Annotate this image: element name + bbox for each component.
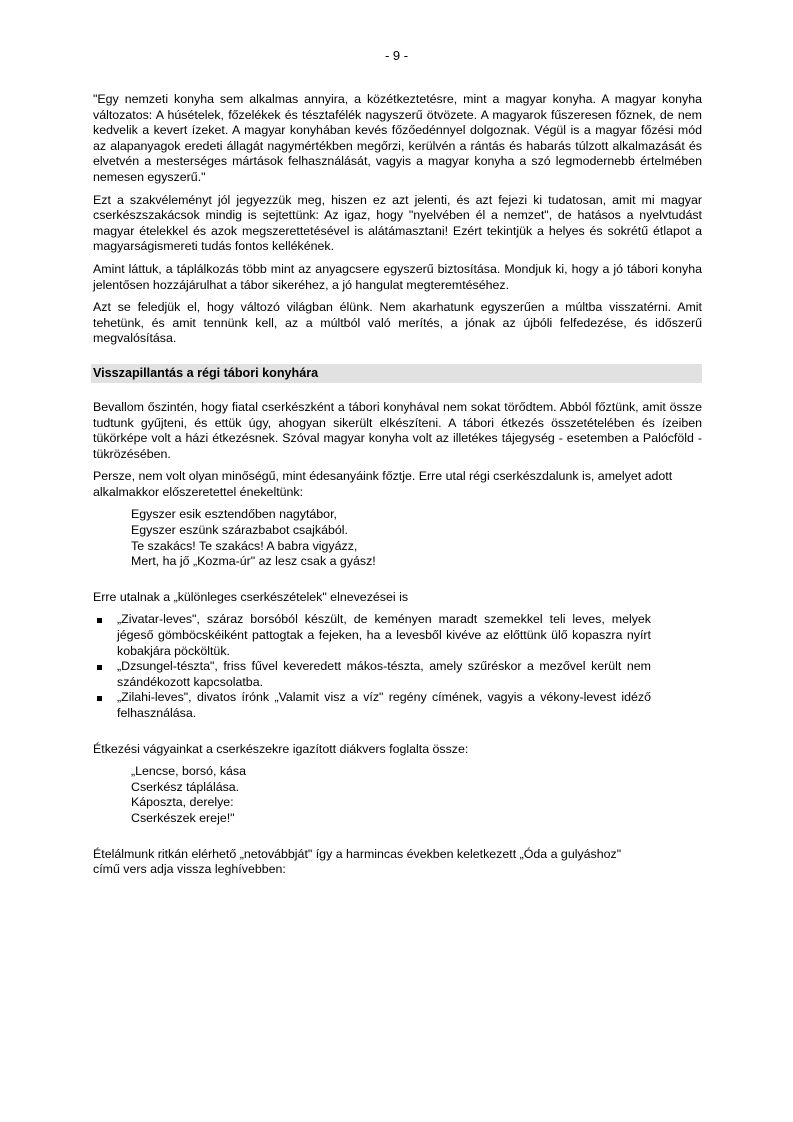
square-bullet-icon bbox=[97, 618, 102, 623]
body-paragraph: Amint láttuk, a táplálkozás több mint az anyagcsere egyszerű biztosítása. Mondjuk ki, hogy a jó tábori konyha jelentősen hozzájárulhat a tábor sikeréhez, a jó hangulat megteremtéséhez. bbox=[93, 261, 702, 292]
body-paragraph: Erre utalnak a „különleges cserkészételek" elnevezései is bbox=[93, 589, 409, 604]
body-paragraph: Ezt a szakvéleményt jól jegyezzük meg, hiszen ez azt jelenti, és azt fejezi ki tudatosan, amit mi magyar cserkészszakácsok mindig is sejtettünk: Az igaz, hogy "nyelvében él a nemzet", de hatásos a nyelvtudást magyar ételekkel és azok megszerettetésével is alátámasztani! Ezért tekintjük a helyes és sokrétű étlapot a magyarságismereti tudás fontos kellékének. bbox=[93, 192, 702, 254]
list-item bbox=[93, 690, 651, 721]
verse-line: Káposzta, derelye: bbox=[131, 795, 234, 810]
verse-line: Cserkész táplálása. bbox=[131, 779, 240, 794]
list-item bbox=[93, 612, 651, 659]
verse-line: Egyszer esik esztendőben nagytábor, bbox=[131, 507, 337, 522]
body-paragraph: Ételálmunk ritkán elérhető „netovábbját" így a harmincas években keletkezett „Óda a gulyáshoz" című vers adja vissza leghívebben: bbox=[93, 846, 622, 877]
verse-line: Egyszer eszünk szárazbabot csajkából. bbox=[131, 523, 348, 538]
verse-line: Cserkészek ereje!" bbox=[131, 810, 235, 825]
verse-line: Mert, ha jő „Kozma-úr" az lesz csak a gyász! bbox=[131, 554, 376, 569]
list-item-text: „Zilahi-leves", divatos írónk „Valamit visz a víz" regény címének, vagyis a vékony-levest idéző felhasználása. bbox=[117, 690, 651, 720]
body-paragraph: Azt se feledjük el, hogy változó világban élünk. Nem akarhatunk egyszerűen a múltba visszatérni. Amit tehetünk, és amit tennünk kell, az a múltból való merítés, a jónak az újbóli felfedezése, és időszerű megvalósítása. bbox=[93, 300, 702, 346]
verse-line: „Lencse, borsó, kása bbox=[131, 764, 247, 779]
verse-line: Te szakács! Te szakács! A babra vigyázz, bbox=[131, 538, 358, 553]
list-item bbox=[93, 659, 651, 690]
body-paragraph: Étkezési vágyainkat a cserkészekre igazított diákvers foglalta össze: bbox=[93, 741, 469, 756]
bullet-list bbox=[93, 612, 651, 721]
section-heading: Visszapillantás a régi tábori konyhára bbox=[91, 364, 702, 383]
poem-verse bbox=[131, 764, 702, 826]
body-paragraph: Persze, nem volt olyan minőségű, mint édesanyáink főztje. Erre utal régi cserkészdalunk is, amelyet adott alkalmakkor előszeretettel énekeltünk: bbox=[93, 469, 673, 499]
document-body bbox=[93, 92, 702, 885]
page-number: - 9 - bbox=[384, 48, 409, 63]
list-item-text: „Zivatar-leves", száraz borsóból készült, de keményen maradt szemekkel teli leves, melyek jégeső gömböcskéiként pattogtak a fejeken, ha a levesből kivéve az előttünk ülő kopaszra nyírt kobakjára pöcköltük. bbox=[117, 612, 651, 658]
body-paragraph: Bevallom őszintén, hogy fiatal cserkészként a tábori konyhával nem sokat törődtem. Abból főztünk, amit össze tudtunk gyűjteni, és ettük úgy, ahogyan sikerült elkészíteni. A tábori étkezés összetételében és ízeiben tükörképe volt a házi étkezésnek. Szóval magyar konyha volt az illetékes tájegység - esetemben a Palócföld - tükrözésében. bbox=[93, 399, 702, 461]
square-bullet-icon bbox=[97, 696, 102, 701]
quote-paragraph: "Egy nemzeti konyha sem alkalmas annyira, a közétkeztetésre, mint a magyar konyha. A magyar konyha változatos: A húsételek, főzelékek és tésztafélék nagyszerű ötvözete. A magyarok fűszeresen főznek, de nem kedvelik a kevert ízeket. A magyar konyhában kevés főzőedénnyel dolgoznak. Végül is a magyar főzési mód az alapanyagok eredeti állagát nagymértékben megőrzi, kerülvén a rántás és habarás túlzott alkalmazását és elvetvén a mesterséges mártások felhasználását, vagyis a magyar konyha a szó legmodernebb értelmében nemesen egyszerű." bbox=[93, 92, 702, 184]
list-item-text: „Dzsungel-tészta", friss fűvel keveredett mákos-tészta, amely szűréskor a mezővel került nem szándékozott kapcsolatba. bbox=[117, 659, 651, 689]
square-bullet-icon bbox=[97, 665, 102, 670]
song-verse bbox=[131, 507, 702, 569]
